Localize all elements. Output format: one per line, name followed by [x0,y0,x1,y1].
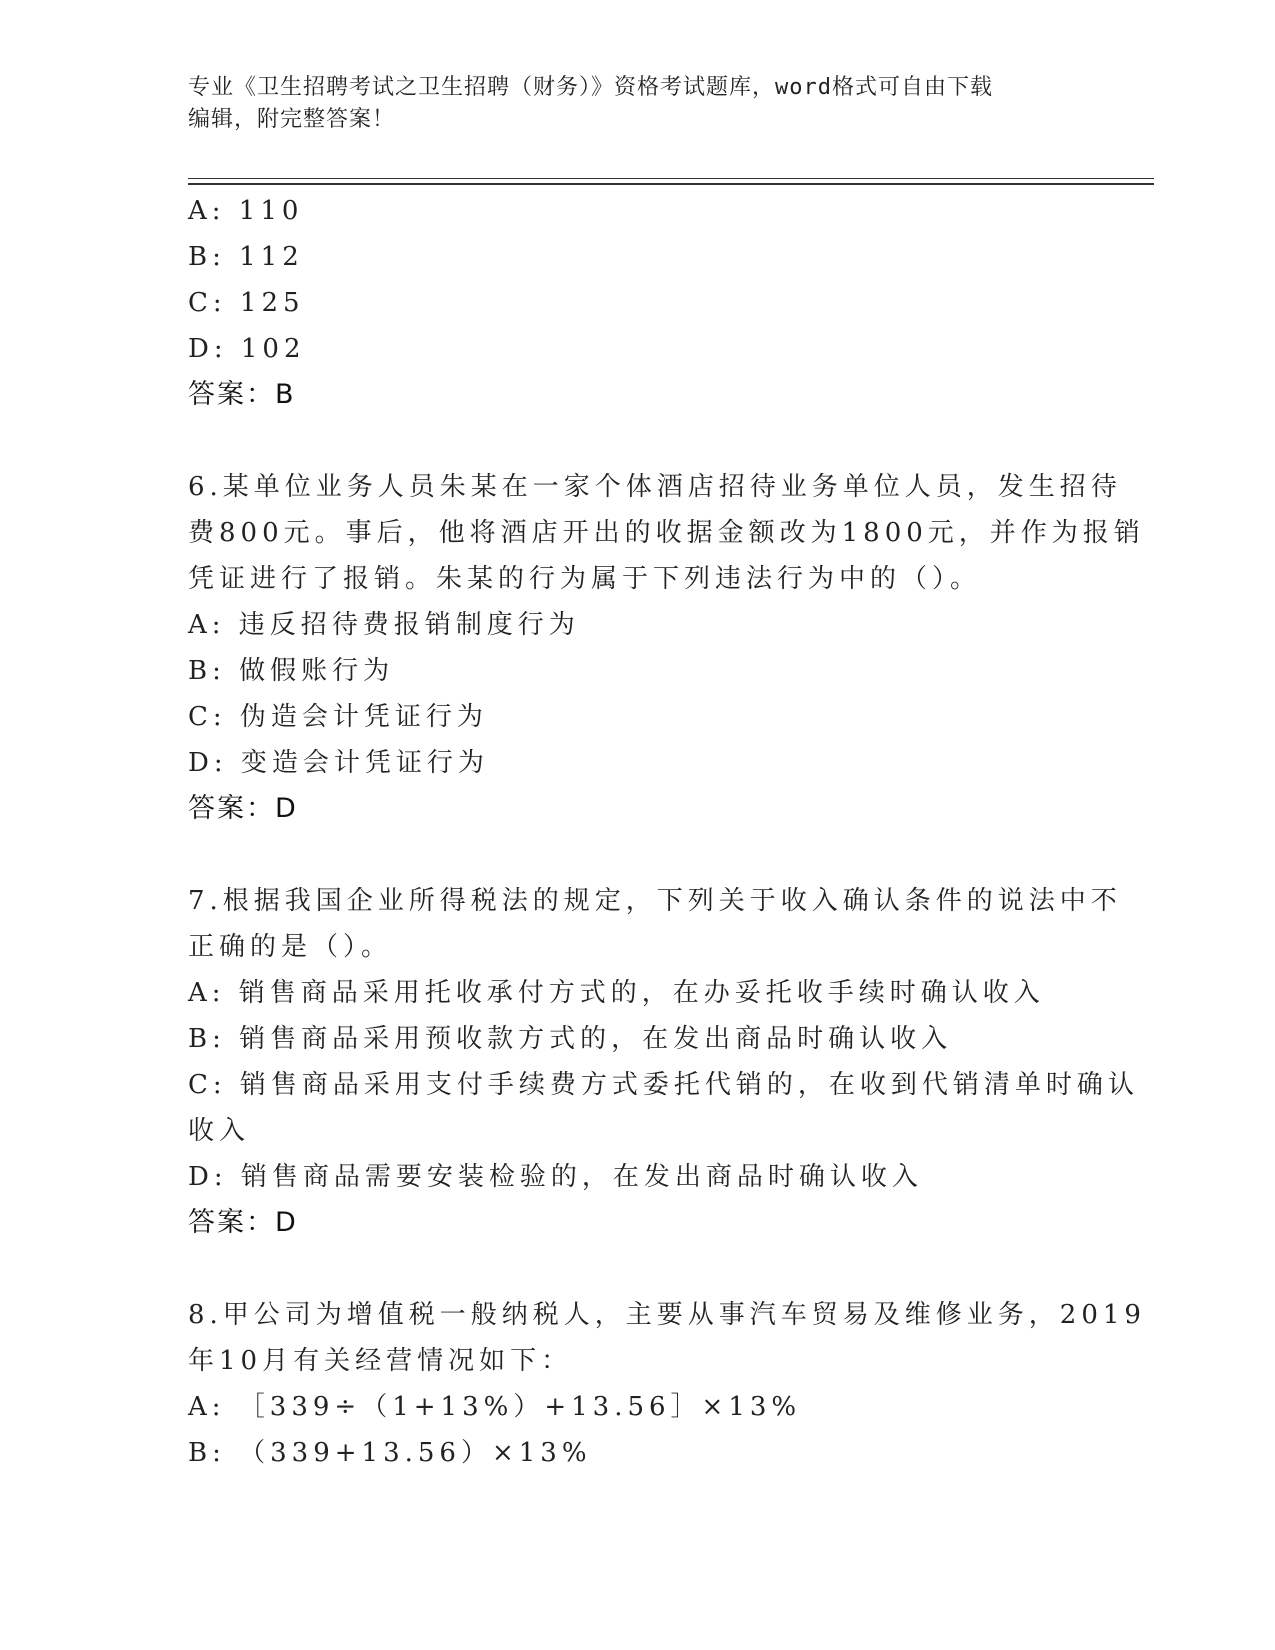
spacer [188,1246,1088,1292]
question-stem-line: 7.根据我国企业所得税法的规定，下列关于收入确认条件的说法中不 [188,886,1122,916]
document-header [188,72,1068,136]
question-stem-line: 8.甲公司为增值税一般纳税人，主要从事汽车贸易及维修业务，2019 [188,1300,1146,1330]
option-c-continued: 收入 [188,1116,251,1146]
answer: 答案：D [188,793,298,824]
option-b: B: 112 [188,242,304,272]
question-7 [188,878,1139,1246]
option-b: B: （339+13.56）×13% [188,1438,592,1468]
spacer [188,418,1088,464]
option-c: C: 伪造会计凭证行为 [188,702,488,732]
question-stem-line: 凭证进行了报销。朱某的行为属于下列违法行为中的（）。 [188,564,982,594]
option-a: A: 违反招待费报销制度行为 [188,610,580,640]
question-stem-line: 年10月有关经营情况如下： [188,1346,573,1376]
question-5 [188,188,1088,418]
question-list [188,188,1146,1476]
option-d: D: 102 [188,334,306,364]
header-line-2: 编辑，附完整答案！ [188,107,396,132]
header-line-1: 专业《卫生招聘考试之卫生招聘（财务）》资格考试题库，word格式可自由下载 [188,75,993,100]
header-divider-thin [188,178,1154,179]
spacer [188,832,1088,878]
option-d: D: 销售商品需要安装检验的，在发出商品时确认收入 [188,1162,923,1192]
question-8 [188,1292,1146,1476]
option-b: B: 做假账行为 [188,656,395,686]
option-c: C: 销售商品采用支付手续费方式委托代销的，在收到代销清单时确认 [188,1070,1139,1100]
option-a: A: 110 [188,196,304,226]
question-stem-line: 正确的是（）。 [188,932,393,962]
question-6 [188,464,1145,832]
option-b: B: 销售商品采用预收款方式的，在发出商品时确认收入 [188,1024,953,1054]
option-d: D: 变造会计凭证行为 [188,748,489,778]
answer: 答案：B [188,379,296,410]
answer: 答案：D [188,1207,298,1238]
option-a: A: 销售商品采用托收承付方式的，在办妥托收手续时确认收入 [188,978,1045,1008]
question-stem-line: 6.某单位业务人员朱某在一家个体酒店招待业务单位人员，发生招待 [188,472,1122,502]
option-c: C: 125 [188,288,305,318]
option-a: A: ［339÷（1+13%）+13.56］×13% [188,1392,802,1422]
header-divider-thick [188,183,1154,185]
question-stem-line: 费800元。事后，他将酒店开出的收据金额改为1800元，并作为报销 [188,518,1145,548]
